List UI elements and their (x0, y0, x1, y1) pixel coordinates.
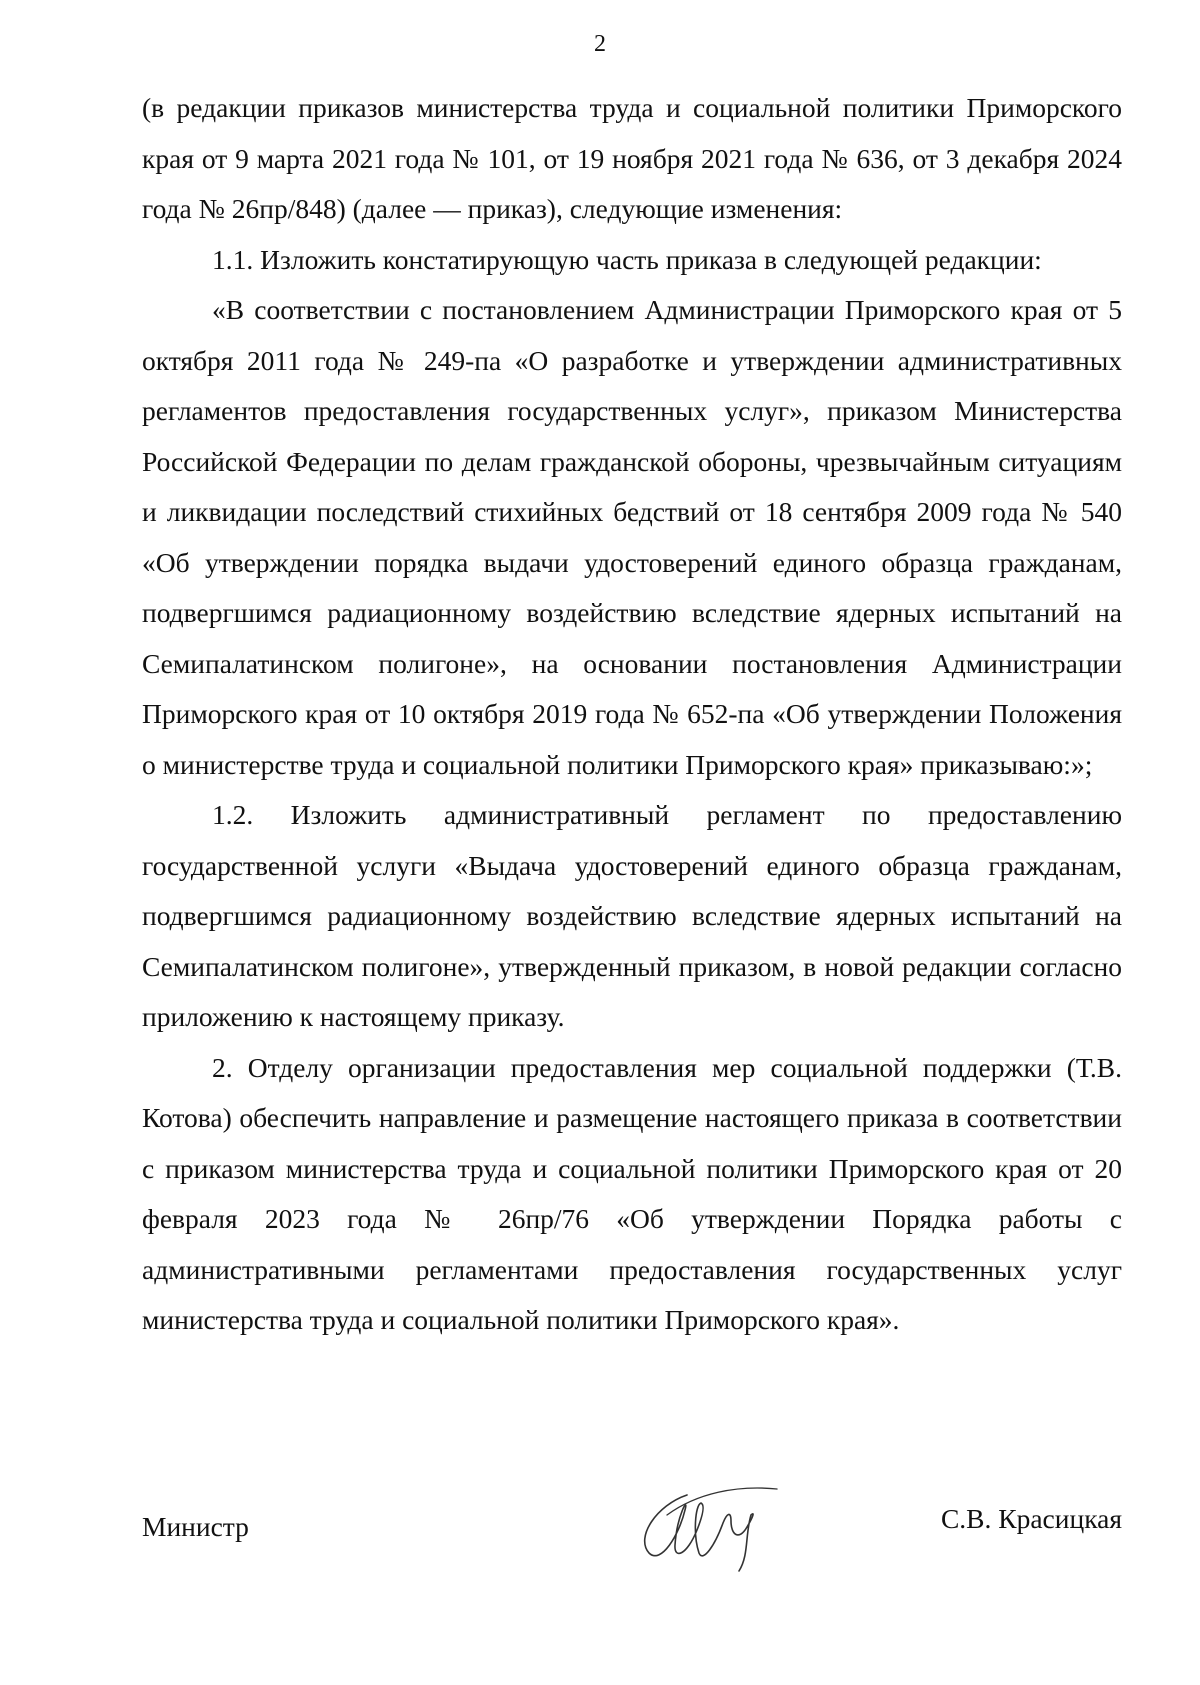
handwritten-signature (627, 1475, 807, 1575)
document-body (142, 83, 1122, 1346)
signatory-title: Министр (142, 1511, 249, 1542)
paragraph-preamble-text: «В соответствии с постановлением Администрации Приморского края от 5 октября 2011 года № 249-па «О разработке и утверждении административных регламентов предоставления государственных услуг», приказом Министерства Российской Федерации по делам гражданской обороны, чрезвычайным ситуациям и ликвидации последствий стихийных бедствий от 18 сентября 2009 года № 540 «Об утверждении порядка выдачи удостоверений единого образца гражданам, подвергшимся радиационному воздействию вследствие ядерных испытаний на Семипалатинском полигоне», на основании постановления Администрации Приморского края от 10 октября 2019 года № 652-па «Об утверждении Положения о министерстве труда и социальной политики Приморского края» приказываю:»; (142, 294, 1122, 780)
signatory-name: С.В. Красицкая (940, 1503, 1122, 1534)
signature-block (142, 1475, 1122, 1565)
page-number: 2 (594, 31, 606, 57)
paragraph-item-2: 2. Отделу организации предоставления мер социальной поддержки (Т.В. Котова) обеспечить направление и размещение настоящего приказа в соответствии с приказом министерства труда и социальной политики Приморского края от 20 февраля 2023 года № 26пр/76 «Об утверждении Порядка работы с административными регламентами предоставления государственных услуг министерства труда и социальной политики Приморского края». (142, 1051, 1122, 1335)
paragraph-item-1-2: 1.2. Изложить административный регламент по предоставлению государственной услуги «Выдача удостоверений единого образца гражданам, подвергшимся радиационному воздействию вследствие ядерных испытаний на Семипалатинском полигоне», утвержденный приказом, в новой редакции согласно приложению к настоящему приказу. (142, 799, 1122, 1032)
paragraph-item-1-1: 1.1. Изложить констатирующую часть приказа в следующей редакции: (212, 243, 1042, 275)
paragraph-amendment-intro: (в редакции приказов министерства труда и социальной политики Приморского края от 9 марта 2021 года № 101, от 19 ноября 2021 года № 636, от 3 декабря 2024 года № 26пр/848) (далее — приказ), следующие изменения: (142, 92, 1122, 224)
